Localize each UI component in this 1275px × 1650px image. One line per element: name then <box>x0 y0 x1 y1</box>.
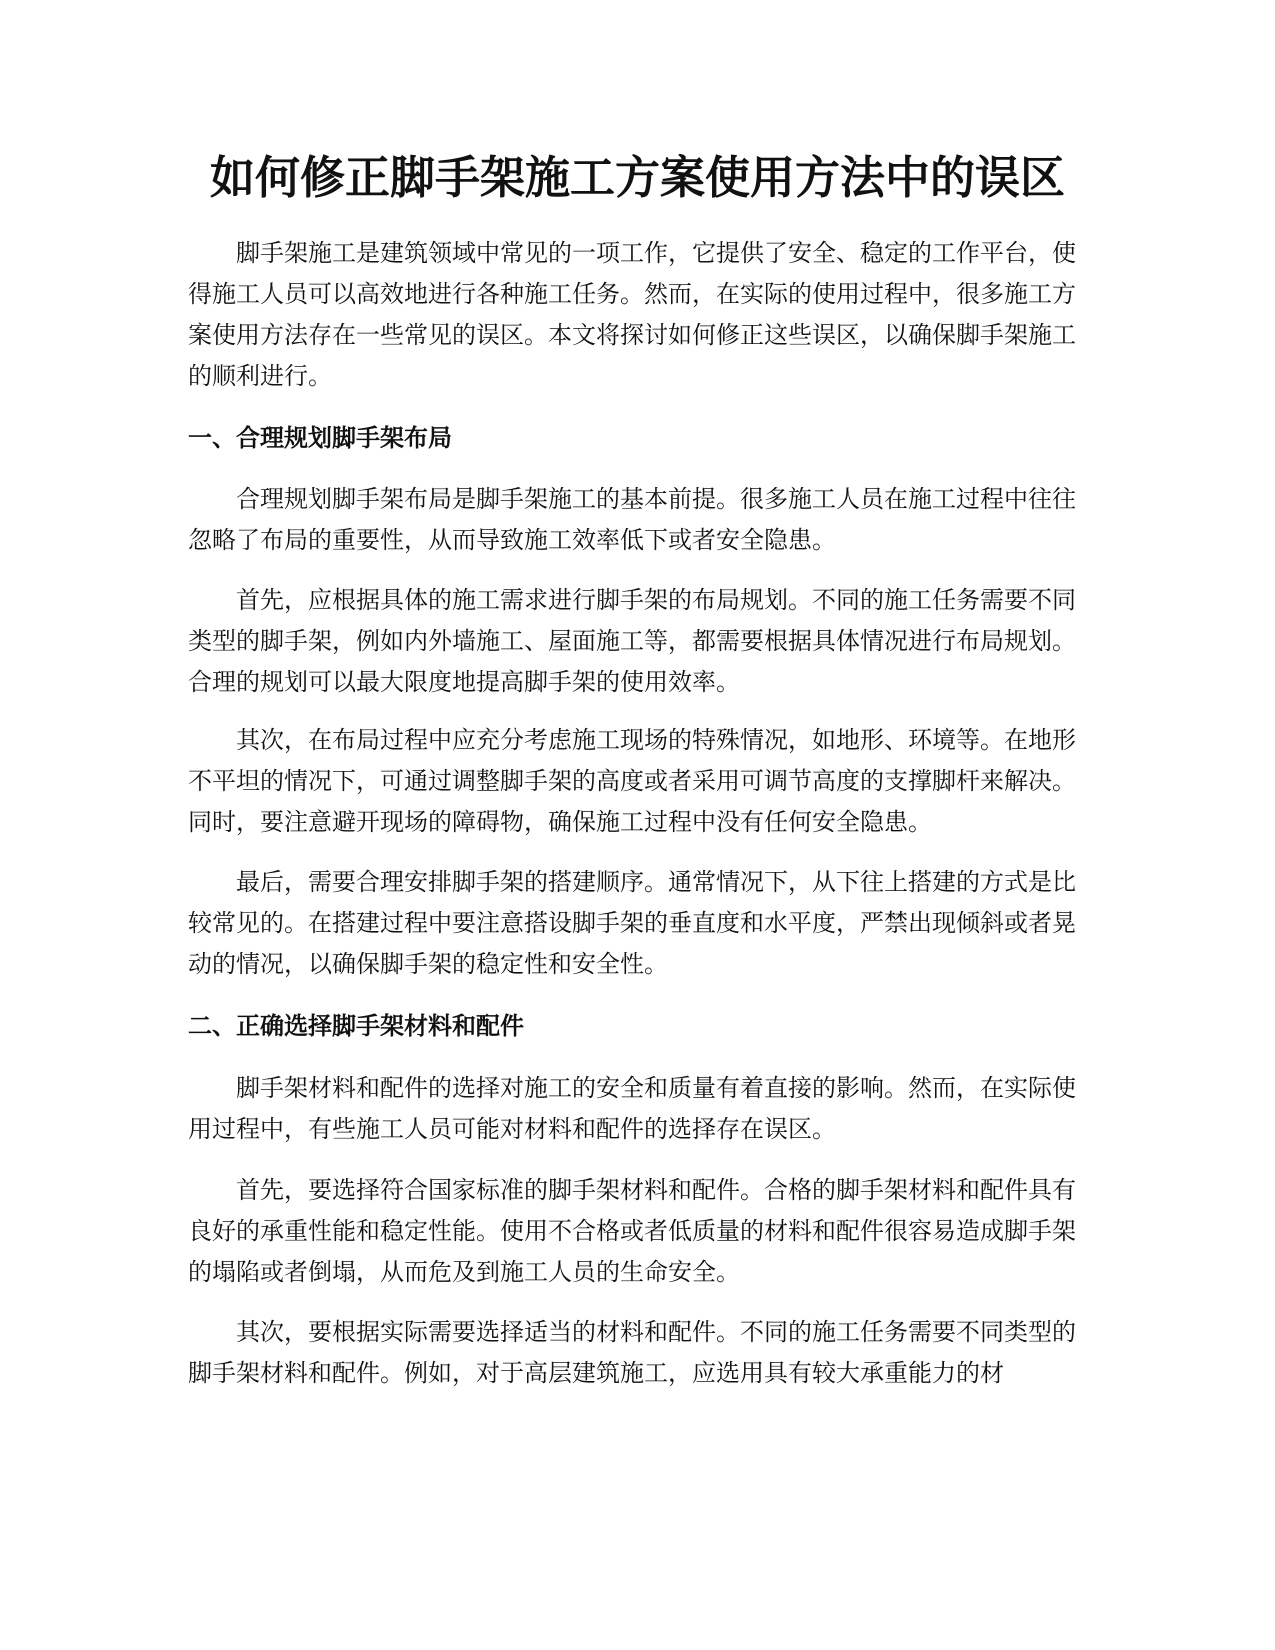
intro-block <box>188 233 1088 397</box>
section-2-paragraph-3: 其次，要根据实际需要选择适当的材料和配件。不同的施工任务需要不同类型的脚手架材料和配件。例如，对于高层建筑施工，应选用具有较大承重能力的材 <box>188 1318 1076 1387</box>
section-2-paragraph-1: 脚手架材料和配件的选择对施工的安全和质量有着直接的影响。然而，在实际使用过程中，有些施工人员可能对材料和配件的选择存在误区。 <box>188 1074 1076 1143</box>
section-1-block-a <box>188 479 1088 561</box>
intro-paragraph: 脚手架施工是建筑领域中常见的一项工作，它提供了安全、稳定的工作平台，使得施工人员可以高效地进行各种施工任务。然而，在实际的使用过程中，很多施工方案使用方法存在一些常见的误区。本文将探讨如何修正这些误区，以确保脚手架施工的顺利进行。 <box>188 239 1076 390</box>
section-1-paragraph-1: 合理规划脚手架布局是脚手架施工的基本前提。很多施工人员在施工过程中往往忽略了布局的重要性，从而导致施工效率低下或者安全隐患。 <box>188 485 1076 554</box>
section-2-block-b <box>188 1170 1088 1293</box>
document-title: 如何修正脚手架施工方案使用方法中的误区 <box>209 151 1065 204</box>
section-1-paragraph-4: 最后，需要合理安排脚手架的搭建顺序。通常情况下，从下往上搭建的方式是比较常见的。在搭建过程中要注意搭设脚手架的垂直度和水平度，严禁出现倾斜或者晃动的情况，以确保脚手架的稳定性和安全性。 <box>188 868 1076 978</box>
section-2-heading: 二、正确选择脚手架材料和配件 <box>188 1012 524 1040</box>
section-1-block-c <box>188 720 1088 843</box>
section-1-block-d <box>188 862 1088 985</box>
section-1-paragraph-3: 其次，在布局过程中应充分考虑施工现场的特殊情况，如地形、环境等。在地形不平坦的情况下，可通过调整脚手架的高度或者采用可调节高度的支撑脚杆来解决。同时，要注意避开现场的障碍物，确保施工过程中没有任何安全隐患。 <box>188 726 1076 836</box>
section-2-block-a <box>188 1068 1088 1150</box>
section-1-block-b <box>188 580 1088 703</box>
section-2-paragraph-2: 首先，要选择符合国家标准的脚手架材料和配件。合格的脚手架材料和配件具有良好的承重性能和稳定性能。使用不合格或者低质量的材料和配件很容易造成脚手架的塌陷或者倒塌，从而危及到施工人员的生命安全。 <box>188 1176 1076 1286</box>
section-1-paragraph-2: 首先，应根据具体的施工需求进行脚手架的布局规划。不同的施工任务需要不同类型的脚手架，例如内外墙施工、屋面施工等，都需要根据具体情况进行布局规划。合理的规划可以最大限度地提高脚手架的使用效率。 <box>188 586 1076 696</box>
section-2-block-c <box>188 1312 1088 1394</box>
section-1-heading: 一、合理规划脚手架布局 <box>188 424 452 452</box>
